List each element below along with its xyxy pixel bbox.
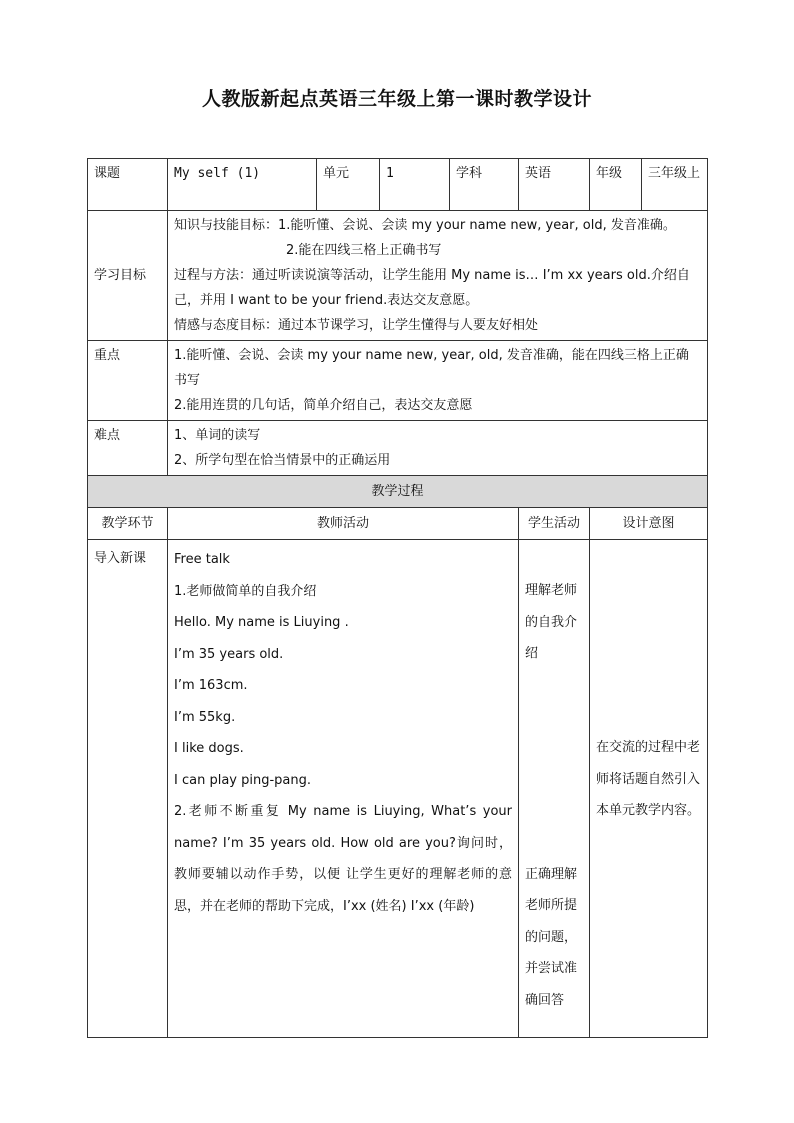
difficult-point-1: 1、单词的读写 [174, 428, 261, 443]
teacher-line: I like dogs. [174, 741, 244, 756]
col-stage-header: 教学环节 [88, 508, 168, 540]
col-student-header: 学生活动 [519, 508, 590, 540]
intent-text: 在交流的过程中老师将话题自然引入本单元教学内容。 [596, 740, 701, 818]
process-section-header [88, 476, 708, 508]
knowledge-line-2: 2.能在四线三格上正确书写 [286, 243, 442, 258]
lesson-plan-table [87, 158, 708, 1038]
subject-label: 学科 [450, 159, 519, 211]
teacher-line: Hello. My name is Liuying . [174, 615, 349, 630]
student-text-1: 理解老师的自我介绍 [525, 583, 578, 661]
difficult-points-content [168, 421, 708, 476]
key-points-row [88, 341, 708, 421]
topic-label: 课题 [88, 159, 168, 211]
knowledge-line-1: 知识与技能目标：1.能听懂、会说、会读 my your name new, year, old, 发音准确。 [174, 218, 676, 233]
key-points-label: 重点 [88, 341, 168, 421]
process-column-headers [88, 508, 708, 540]
teacher-paragraph: 2.老师不断重复 My name is Liuying, What’s your name? I’m 35 years old. How old are you?询问时，教师要辅以动作手势，以便 让学生更好的理解老师的意思，并在老师的帮助下完成，I’xx (姓名) I’xx (年龄) [174, 804, 512, 914]
header-row [88, 159, 708, 211]
teacher-activity-cell [168, 540, 519, 1038]
teacher-line: Free talk [174, 552, 230, 567]
emotion-text: 情感与态度目标：通过本节课学习，让学生懂得与人要友好相处 [174, 318, 539, 333]
key-point-1: 1.能听懂、会说、会读 my your name new, year, old, 发音准确，能在四线三格上正确书写 [174, 348, 689, 388]
objectives-label: 学习目标 [88, 211, 168, 341]
teacher-line: 1.老师做简单的自我介绍 [174, 583, 317, 599]
design-intent-cell [590, 540, 708, 1038]
process-method-text: 过程与方法：通过听读说演等活动，让学生能用 My name is… I’m xx years old.介绍自己，并用 I want to be your friend.表达交友意愿。 [174, 268, 690, 308]
difficult-point-2: 2、所学句型在恰当情景中的正确运用 [174, 453, 391, 468]
objectives-row [88, 211, 708, 341]
col-intent-header: 设计意图 [590, 508, 708, 540]
unit-value: 1 [380, 159, 450, 211]
teacher-line: I’m 35 years old. [174, 646, 284, 662]
teacher-line: I can play ping-pang. [174, 772, 311, 788]
process-section-title: 教学过程 [88, 476, 708, 508]
page-title: 人教版新起点英语三年级上第一课时教学设计 [201, 88, 592, 110]
difficult-points-label: 难点 [88, 421, 168, 476]
key-points-content [168, 341, 708, 421]
grade-label: 年级 [590, 159, 642, 211]
grade-value: 三年级上 [642, 159, 708, 211]
col-teacher-header: 教师活动 [168, 508, 519, 540]
objectives-content [168, 211, 708, 341]
topic-value: My self (1) [168, 159, 317, 211]
process-row-intro [88, 540, 708, 1038]
teacher-line: I’m 163cm. [174, 678, 248, 693]
student-activity-cell [519, 540, 590, 1038]
subject-value: 英语 [519, 159, 590, 211]
stage-cell: 导入新课 [88, 540, 168, 1038]
key-point-2: 2.能用连贯的几句话，简单介绍自己，表达交友意愿 [174, 398, 473, 413]
difficult-points-row [88, 421, 708, 476]
student-text-2: 正确理解老师所提的问题，并尝试准确回答 [525, 866, 578, 1008]
teacher-line: I’m 55kg. [174, 709, 236, 725]
unit-label: 单元 [317, 159, 380, 211]
